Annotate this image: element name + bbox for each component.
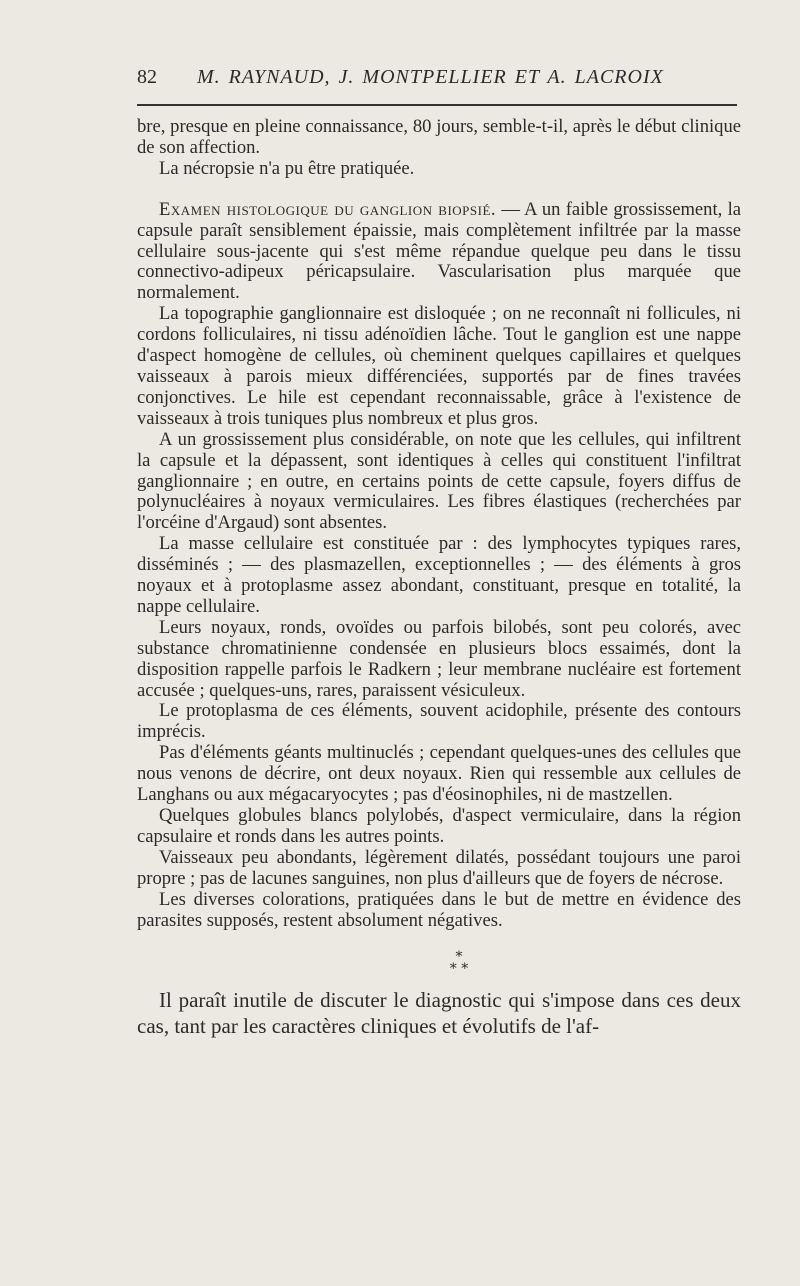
paragraph: La topographie ganglionnaire est disloquée ; on ne reconnaît ni follicules, ni cordons folliculaires, ni tissu adénoïdien lâche. Tout le ganglion est une nappe d'aspect homogène de cellules, où cheminent quelques capillaires et quelques vaisseaux à parois mieux différenciées, supportés par de fines travées conjonctives. Le hile est cependant reconnaissable, grâce à l'existence de vaisseaux à trois tuniques plus nombreux et plus gros. [137, 303, 741, 429]
final-text [137, 987, 741, 1039]
section-separator [177, 949, 741, 978]
page [137, 66, 741, 1039]
paragraph: La nécropsie n'a pu être pratiquée. [159, 157, 415, 179]
paragraph: A un grossissement plus considérable, on note que les cellules, qui infiltrent la capsule et la dépassent, sont identiques à celles qui constituent l'infiltrat ganglionnaire ; en outre, en certains points de cette capsule, foyers diffus de polynucléaires à noyaux vermiculaires. Les fibres élastiques (recherchées par l'orcéine d'Argaud) sont absentes. [137, 428, 741, 534]
paragraph: Quelques globules blancs polylobés, d'aspect vermiculaire, dans la région capsulaire et ronds dans les autres points. [137, 805, 741, 847]
paragraph: bre, presque en pleine connaissance, 80 jours, semble-t-il, après le début clinique de son affection. [137, 116, 741, 158]
section-heading: Examen histologique du ganglion biopsié. [159, 198, 497, 220]
separator-bottom-stars: * * [449, 961, 469, 978]
section-first-text: — A un faible grossissement, la capsule paraît sensiblement épaissie, mais complètement infiltrée par la masse cellulaire sous-jacente qui s'est même répandue quelque peu dans le tissu connectivo-adipeux péricapsulaire. Vascularisation plus marquée que normalement. [137, 198, 741, 304]
page-header [137, 66, 741, 94]
paragraph: Pas d'éléments géants multinuclés ; cependant quelques-unes des cellules que nous venons de décrire, ont deux noyaux. Rien qui ressemble aux cellules de Langhans ou aux mégacaryocytes ; pas d'éosinophiles, ni de mastzellen. [137, 742, 741, 806]
running-head: M. RAYNAUD, J. MONTPELLIER ET A. LACROIX [197, 66, 664, 88]
header-rule [137, 104, 737, 106]
paragraph: Le protoplasma de ces éléments, souvent acidophile, présente des contours imprécis. [137, 700, 741, 743]
final-paragraph: Il paraît inutile de discuter le diagnostic qui s'impose dans ces deux cas, tant par les caractères cliniques et évolutifs de l'af- [137, 988, 741, 1039]
separator-top-star: * [455, 949, 463, 966]
body-text [137, 117, 741, 931]
section-intro [137, 200, 741, 305]
paragraph: Leurs noyaux, ronds, ovoïdes ou parfois bilobés, sont peu colorés, avec substance chromatinienne condensée en plusieurs blocs essaimés, dont la disposition rappelle parfois le Radkern ; leur membrane nucléaire est fortement accusée ; quelques-uns, rares, paraissent vésiculeux. [137, 616, 741, 701]
page-number: 82 [137, 66, 157, 88]
paragraph: La masse cellulaire est constituée par : des lymphocytes typiques rares, disséminés ; — des plasmazellen, exceptionnelles ; — des éléments à gros noyaux et à protoplasme assez abondant, constituant, presque en totalité, la nappe cellulaire. [137, 533, 741, 617]
paragraph: Vaisseaux peu abondants, légèrement dilatés, possédant toujours une paroi propre ; pas de lacunes sanguines, non plus d'ailleurs que de foyers de nécrose. [137, 846, 741, 889]
paragraph: Les diverses colorations, pratiquées dans le but de mettre en évidence des parasites supposés, restent absolument négatives. [137, 888, 741, 931]
